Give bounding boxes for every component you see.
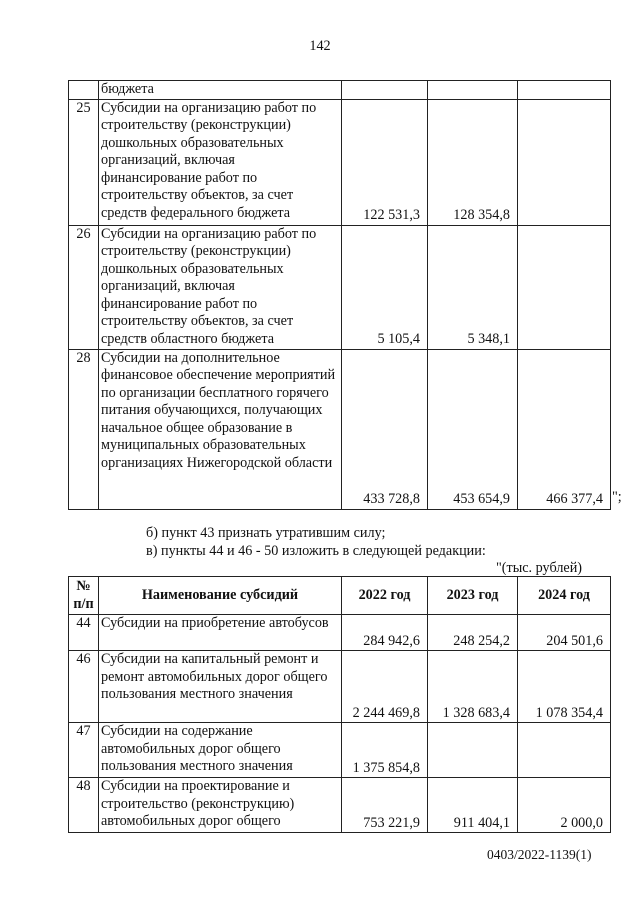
header-row [69,577,611,615]
document-code: 0403/2022-1139(1) [487,847,592,862]
subsidy-name: Субсидии на дополнительное финансовое обеспечение мероприятий по организации бесплатного горячего питания обучающихся, получающих начальное общее образование в муниципальных образовательных организациях Нижегородской области [99,349,342,509]
row-number: 44 [69,615,99,651]
value-2023: 5 348,1 [428,225,518,349]
row-number: 28 [69,349,99,509]
value-2022: 284 942,6 [342,615,428,651]
row-number: 46 [69,651,99,723]
header-2023: 2023 год [428,577,518,615]
table-row [69,349,611,509]
header-2024: 2024 год [518,577,611,615]
subsidies-table-continued [68,80,611,510]
value-2022: 122 531,3 [342,99,428,225]
table-row [69,81,611,100]
table-row [69,651,611,723]
paragraph-v: в) пункты 44 и 46 - 50 изложить в следующей редакции: [146,543,486,559]
subsidy-name: Субсидии на проектирование и строительство (реконструкцию) автомобильных дорог общего [99,778,342,833]
value-2023 [428,81,518,100]
paragraph-b: б) пункт 43 признать утратившим силу; [146,525,386,541]
subsidy-name: Субсидии на организацию работ по строительству (реконструкции) дошкольных образовательных организаций, включая финансирование работ по строительству объектов, за счет средств областного бюджета [99,225,342,349]
header-name: Наименование субсидий [99,577,342,615]
value-2022: 753 221,9 [342,778,428,833]
closing-quote-mark: "; [612,489,622,505]
value-2024: 204 501,6 [518,615,611,651]
subsidy-name: Субсидии на содержание автомобильных дорог общего пользования местного значения [99,723,342,778]
value-2024: 1 078 354,4 [518,651,611,723]
row-number: 48 [69,778,99,833]
table-row [69,225,611,349]
header-2022: 2022 год [342,577,428,615]
row-number: 26 [69,225,99,349]
subsidy-name: Субсидии на приобретение автобусов [99,615,342,651]
value-2023: 1 328 683,4 [428,651,518,723]
row-number: 25 [69,99,99,225]
row-number: 47 [69,723,99,778]
table-row [69,778,611,833]
subsidy-name: Субсидии на капитальный ремонт и ремонт автомобильных дорог общего пользования местного значения [99,651,342,723]
value-2023 [428,723,518,778]
value-2022: 2 244 469,8 [342,651,428,723]
subsidy-name: бюджета [99,81,342,100]
value-2024 [518,81,611,100]
value-2022: 5 105,4 [342,225,428,349]
value-2024: 466 377,4 [518,349,611,509]
units-note: "(тыс. рублей) [496,560,583,576]
subsidy-name: Субсидии на организацию работ по строительству (реконструкции) дошкольных образовательных организаций, включая финансирование работ по строительству объектов, за счет средств федерального бюджета [99,99,342,225]
page-number: 142 [309,38,331,54]
value-2022 [342,81,428,100]
value-2024: 2 000,0 [518,778,611,833]
table-row [69,99,611,225]
table-row [69,723,611,778]
value-2023: 128 354,8 [428,99,518,225]
table-row [69,615,611,651]
subsidies-table-new [68,576,611,833]
value-2023: 248 254,2 [428,615,518,651]
value-2024 [518,723,611,778]
header-num: № п/п [69,577,99,615]
value-2024 [518,99,611,225]
value-2022: 1 375 854,8 [342,723,428,778]
value-2023: 453 654,9 [428,349,518,509]
value-2023: 911 404,1 [428,778,518,833]
value-2022: 433 728,8 [342,349,428,509]
value-2024 [518,225,611,349]
row-number [69,81,99,100]
